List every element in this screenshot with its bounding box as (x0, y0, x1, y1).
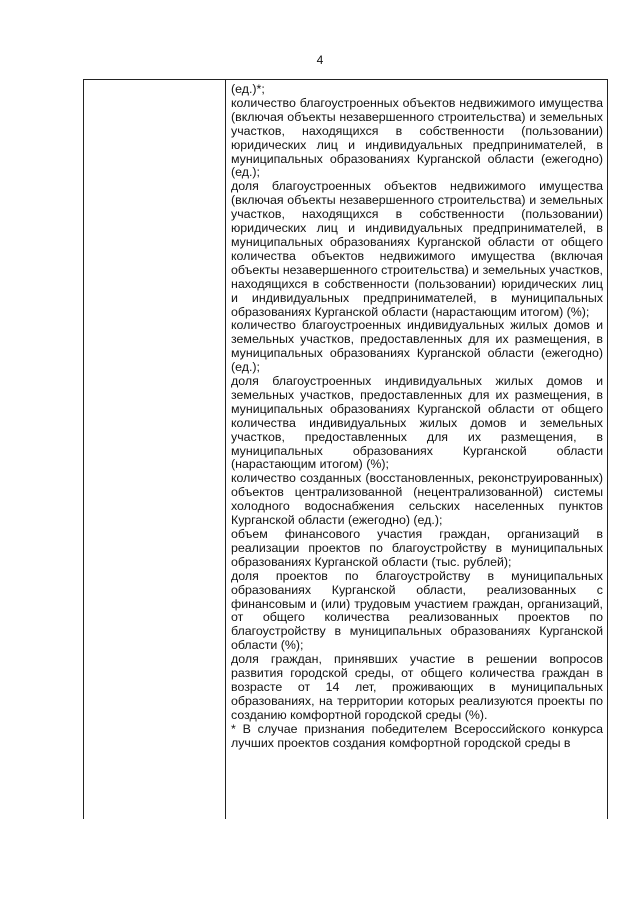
table-paragraph: количество созданных (восстановленных, реконструированных) объектов централизованной (нецентрализованной) системы холодного водоснабжения сельских населенных пунктов Курганской области (ежегодно) (ед.); (231, 471, 603, 528)
document-table (83, 79, 608, 819)
table-paragraph: доля граждан, принявших участие в решении вопросов развития городской среды, от общего количества граждан в возрасте от 14 лет, проживающих в муниципальных образованиях, на территории которых реализуются проекты по созданию комфортной городской среды (%). (231, 652, 603, 722)
table-paragraph: объем финансового участия граждан, организаций в реализации проектов по благоустройству в муниципальных образованиях Курганской области (тыс. рублей); (231, 527, 603, 569)
table-left-cell (84, 80, 226, 819)
table-paragraph: количество благоустроенных индивидуальных жилых домов и земельных участков, предоставленных для их размещения, в муниципальных образованиях Курганской области (ежегодно) (ед.); (231, 318, 603, 375)
table-paragraph: доля благоустроенных объектов недвижимого имущества (включая объекты незавершенного строительства) и земельных участков, находящихся в собственности (пользовании) юридических лиц и индивидуальных предпринимателей, в муниципальных образованиях Курганской области от общего количества объектов недвижимого имущества (включая объекты незавершенного строительства) и земельных участков, находящихся в собственности (пользовании) юридических лиц и индивидуальных предпринимателей, в муниципальных образованиях Курганской области (нарастающим итогом) (%); (231, 179, 603, 319)
table-paragraph: количество благоустроенных объектов недвижимого имущества (включая объекты незавершенного строительства) и земельных участков, находящихся в собственности (пользовании) юридических лиц и индивидуальных предпринимателей, в муниципальных образованиях Курганской области (ежегодно) (ед.); (231, 95, 603, 180)
table-paragraph: * В случае признания победителем Всероссийского конкурса лучших проектов создания комфортной городской среды в (231, 721, 603, 750)
table-paragraph: (ед.)*; (231, 82, 265, 96)
table-paragraph: доля благоустроенных индивидуальных жилых домов и земельных участков, предоставленных для их размещения, в муниципальных образованиях Курганской области от общего количества индивидуальных жилых домов и земельных участков, предоставленных для их размещения, в муниципальных образованиях Курганской области (нарастающим итогом) (%); (231, 374, 603, 472)
page-number: 4 (316, 53, 324, 67)
table-paragraph: доля проектов по благоустройству в муниципальных образованиях Курганской области, реализованных с финансовым и (или) трудовым участием граждан, организаций, от общего количества реализованных проектов по благоустройству в муниципальных образованиях Курганской области (%); (231, 568, 603, 653)
table-right-cell (227, 80, 607, 819)
